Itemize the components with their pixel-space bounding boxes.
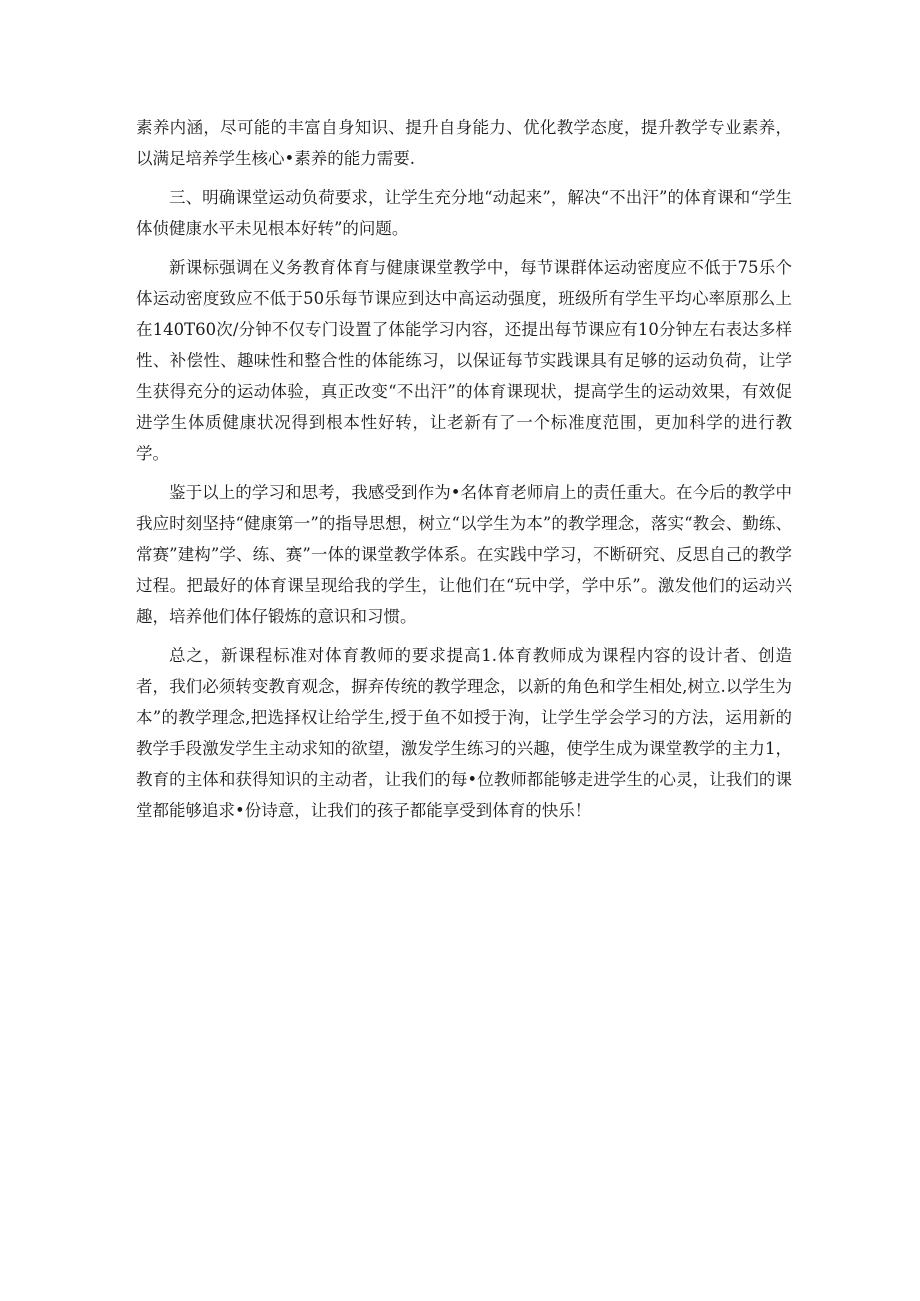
- paragraph-reflection: 鉴于以上的学习和思考，我感受到作为•名体育老师肩上的责任重大。在今后的教学中我应时刻坚持“健康第一”的指导思想，树立“以学生为本”的教学理念，落实“教会、勤练、常赛”建构”学、练、赛”一体的课堂教学体系。在实践中学习，不断研究、反思自己的教学过程。把最好的体育课呈现给我的学生，让他们在“玩中学，学中乐”。激发他们的运动兴趣，培养他们体仔锻炼的意识和习惯。: [136, 483, 792, 626]
- paragraph-section-three-heading: 三、明确课堂运动负荷要求，让学生充分地“动起来”，解决“不出汗”的体育课和“学生体侦健康水平未见根本好转”的问题。: [136, 188, 792, 238]
- document-body: [136, 112, 792, 834]
- paragraph-continuation: 素养内涵，尽可能的丰富自身知识、提升自身能力、优化教学态度，提升教学专业素养，以满足培养学生核心•素养的能力需要.: [136, 118, 792, 168]
- paragraph-conclusion: 总之，新课程标准对体育教师的要求提高1.体育教师成为课程内容的设计者、创造者，我们必须转变教育观念，摒弃传统的教学理念，以新的角色和学生相处,树立.以学生为本”的教学理念,把选择权让给学生,授于鱼不如授于洵，让学生学会学习的方法，运用新的教学手段激发学生主动求知的欲望，激发学生练习的兴趣，使学生成为课堂教学的主力1，教育的主体和获得知识的主动者，让我们的每•位教师都能够走进学生的心灵，让我们的课堂都能够追求•份诗意，让我们的孩子都能享受到体育的快乐！: [136, 646, 792, 820]
- paragraph-new-curriculum: 新课标强调在义务教育体育与健康课堂教学中，每节课群体运动密度应不低于75乐个体运动密度致应不低于50乐每节课应到达中高运动强度，班级所有学生平均心率原那么上在140T60次/分钟不仅专门设置了体能学习内容，还提出每节课应有10分钟左右表达多样性、补偿性、趣味性和整合性的体能练习，以保证每节实践课具有足够的运动负荷，让学生获得充分的运动体验，真正改变“不出汗”的体育课现状，提高学生的运动效果，有效促进学生体质健康状况得到根本性好转，让老新有了一个标准度范围，更加科学的进行教学。: [136, 258, 792, 463]
